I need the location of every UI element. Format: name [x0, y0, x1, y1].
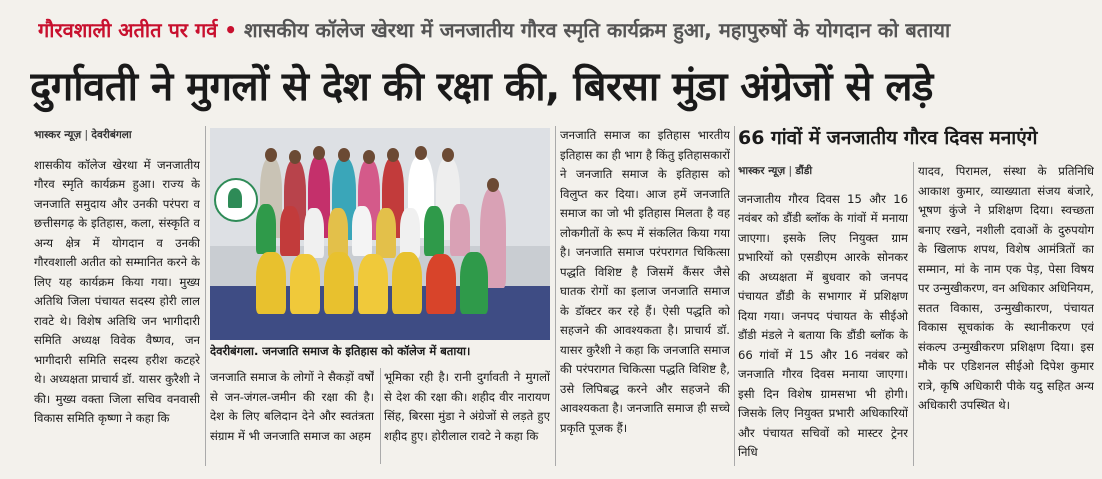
story1-byline-place: देवरीबंगला — [91, 129, 132, 141]
kicker-text: शासकीय कॉलेज खेरथा में जनजातीय गौरव स्मृति कार्यक्रम हुआ, महापुरुषों के योगदान को बताया — [244, 18, 951, 42]
headline: दुर्गावती ने मुगलों से देश की रक्षा की, बिरसा मुंडा अंग्रेजों से लड़े — [30, 64, 933, 110]
kicker-label: गौरवशाली अतीत पर गर्व • — [38, 18, 238, 42]
story1-byline-source: भास्कर न्यूज़ — [34, 129, 82, 141]
college-logo-icon — [214, 178, 258, 222]
story1-byline: भास्कर न्यूज़ | देवरीबंगला — [34, 129, 132, 141]
column-divider — [380, 368, 381, 464]
story2-byline-place: डौंडी — [795, 165, 813, 177]
story1-col3-text: भूमिका रही है। रानी दुर्गावती ने मुगलों से देश की रक्षा की। शहीद वीर नारायण सिंह, बिरसा मुंडा ने अंग्रेजों से लड़ते हुए शहीद हुए। होरीलाल रावटे ने कहा कि — [384, 370, 550, 443]
story1-col4-text: जनजाति समाज का इतिहास भारतीय इतिहास का ही भाग है किंतु इतिहासकारों ने जनजाति समाज के इतिहास को विलुप्त कर दिया। आज हमें जनजाति समाज का जो भी इतिहास मिलता है वह लोकगीतों के रूप में संकलित किया गया है। जनजाति समाज परंपरागत चिकित्सा पद्धति विशिष्ट है जिसमें कैंसर जैसे घातक रोगों का इलाज जनजाति समाज के डॉक्टर कर रहे हैं। ऐसी पद्धति को सहजने की आवश्यकता है। प्राचार्य डॉ. यासर कुरैशी ने कहा कि जनजाति समाज की परंपरागत चिकित्सा पद्धति विशिष्ट है, उसे लिपिबद्ध करने और सहजने की आवश्यकता है। जनजाति समाज ही सच्चे प्रकृति पूजक हैं। — [560, 128, 730, 435]
group-photo — [210, 128, 550, 340]
column-divider — [205, 126, 206, 466]
story2-col1-text: जनजातीय गौरव दिवस 15 और 16 नवंबर को डौंडी ब्लॉक के गांवों में मनाया जाएगा। इसके लिए नियुक्त ग्राम प्रभारियों को एसडीएम आरके सोनकर की अध्यक्षता में बुधवार को जनपद पंचायत डौंडी के सभागार में प्रशिक्षण दिया गया। जनपद पंचायत के सीईओ डौंडी मंडले ने बताया कि डौंडी ब्लॉक के 66 गांवों में 15 और 16 नवंबर को जनजाति गौरव दिवस मनाया जाएगा। इसी दिन विशेष ग्रामसभा भी होगी। जिसके लिए नियुक्त प्रभारी अधिकारियों और पंचायत सचिवों को मास्टर ट्रेनर निधि — [738, 191, 908, 459]
story2-col2-text: यादव, पिरामल, संस्था के प्रतिनिधि आकाश कुमार, व्याख्याता संजय बंजारे, भूषण कुंजे ने प्रशिक्षण दिया। स्वच्छता बनाए रखने, नशीली दवाओं के दुरुपयोग के खिलाफ शपथ, विशेष आमंत्रितों का सम्मान, मां के नाम एक पेड़, पेसा विषय पर उन्मुखीकरण, वन अधिकार अधिनियम, सतत विकास, उन्मुखीकारण, पंचायत विकास सूचकांक के स्थानीकरण एवं संकल्प उन्मुखीकरण प्रशिक्षण दिया। इस मौके पर एडिशनल सीईओ दिपेश कुमार रात्रे, कृषि अधिकारी पीके यदु सहित अन्य अधिकारी उपस्थित थे। — [918, 164, 1094, 412]
story1-col1-text: शासकीय कॉलेज खेरथा में जनजातीय गौरव स्मृति कार्यक्रम हुआ। राज्य के जनजाति समुदाय और उनकी परंपरा व छत्तीसगढ़ के इतिहास, कला, संस्कृति व अन्य क्षेत्र में योगदान व उनकी गौरवशाली अतीत को सम्मानित करने के लिए यह कार्यक्रम किया गया। मुख्य अतिथि जिला पंचायत सदस्य होरी लाल रावटे थे। विशेष अतिथि जन भागीदारी समिति अध्यक्ष विवेक वैष्णव, जन भागीदारी समिति सदस्य हरीश कटहरे थे। अध्यक्षता प्राचार्य डॉ. यासर कुरैशी ने की। मुख्य वक्ता जिला सचिव वनवासी विकास समिति कृष्णा ने कहा कि — [34, 157, 200, 425]
story-divider — [734, 126, 735, 466]
kicker-line — [38, 16, 1098, 50]
photo-caption: देवरीबंगला. जनजाति समाज के इतिहास को कॉलेज में बताया। — [210, 344, 471, 358]
story1-column-3 — [384, 368, 550, 468]
story1-column-1 — [34, 126, 200, 466]
story1-col2-text: जनजाति समाज के लोगों ने सैकड़ों वर्षों से जन-जंगल-जमीन की रक्षा की है। देश के लिए बलिदान देने और स्वतंत्रता संग्राम में भी जनजाति समाज का अहम — [210, 370, 374, 443]
story2-byline-source: भास्कर न्यूज़ — [738, 165, 786, 177]
story1-column-4 — [560, 126, 730, 466]
story2-column-2 — [918, 162, 1094, 466]
story1-column-2 — [210, 368, 374, 468]
story2-byline: भास्कर न्यूज़ | डौंडी — [738, 165, 813, 177]
column-divider — [555, 126, 556, 466]
column-divider — [913, 162, 914, 466]
story2-title: 66 गांवों में जनजातीय गौरव दिवस मनाएंगे — [738, 127, 1038, 149]
story2-column-1 — [738, 162, 908, 466]
